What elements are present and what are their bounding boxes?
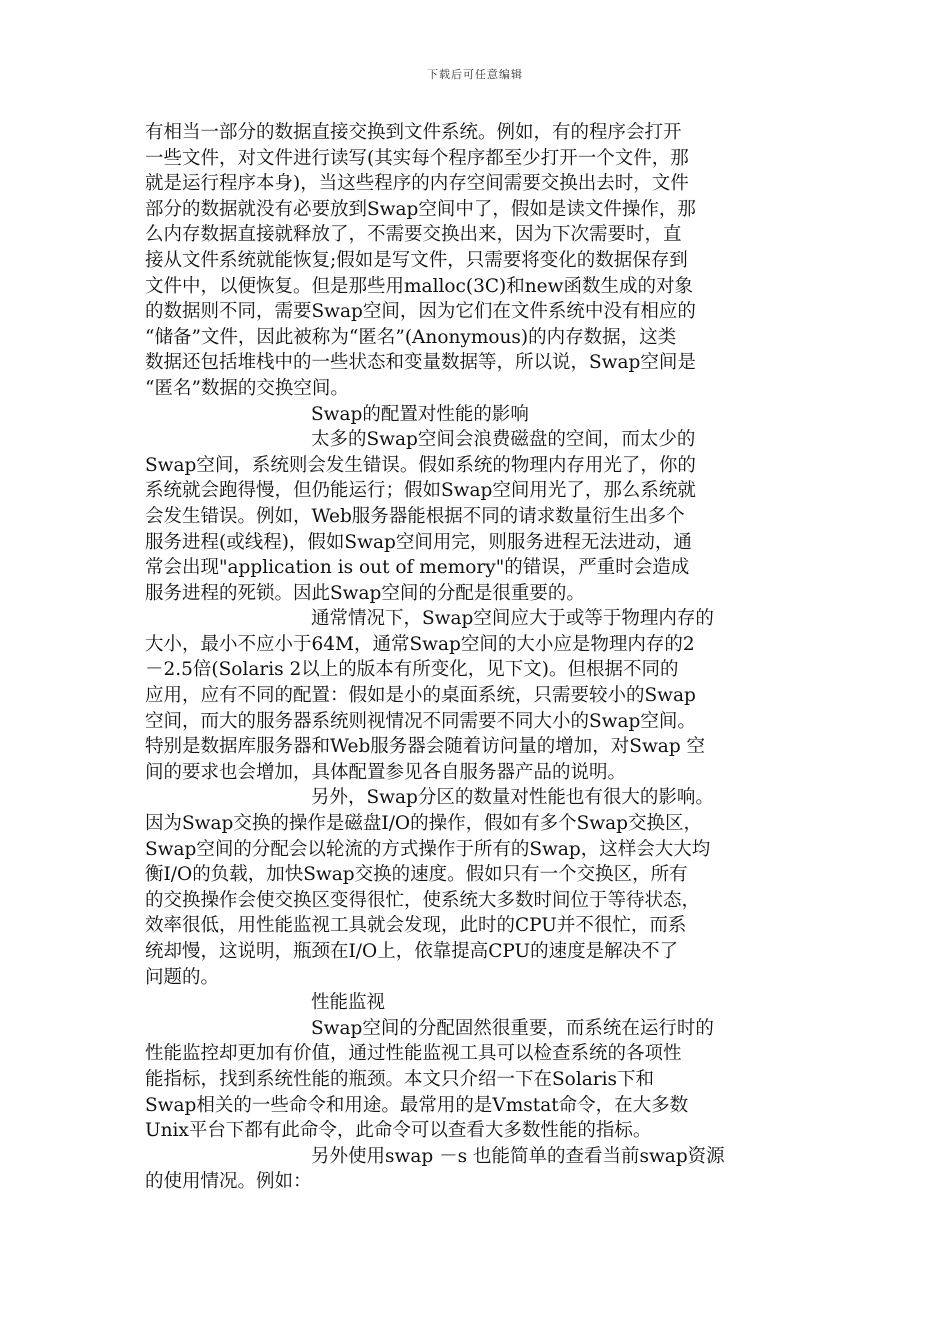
text-line: 的交换操作会使交换区变得很忙，使系统大多数时间位于等待状态， (145, 889, 701, 911)
text-line: 性能监控却更加有价值，通过性能监视工具可以检查系统的各项性 (145, 1043, 682, 1065)
text-line: 衡I/O的负载，加快Swap交换的速度。假如只有一个交换区，所有 (145, 864, 688, 886)
text-line: 么内存数据直接就释放了，不需要交换出来，因为下次需要时，直 (145, 224, 682, 246)
text-line: 的数据则不同，需要Swap空间，因为它们在文件系统中没有相应的 (145, 301, 696, 323)
text-line: 会发生错误。例如，Web服务器能根据不同的请求数量衍生出多个 (145, 505, 685, 527)
section-heading-performance-monitoring: 性能监视 (311, 992, 386, 1014)
text-line: “匿名”数据的交换空间。 (145, 377, 349, 399)
text-line: 统却慢，这说明，瓶颈在I/O上，依靠提高CPU的速度是解决不了 (145, 941, 679, 962)
text-line: 服务进程(或线程)，假如Swap空间用完，则服务进程无法进动，通 (145, 531, 692, 553)
text-line: 有相当一部分的数据直接交换到文件系统。例如，有的程序会打开 (145, 122, 682, 143)
text-line: 部分的数据就没有必要放到Swap空间中了，假如是读文件操作，那 (145, 198, 696, 220)
text-line: Unix平台下都有此命令，此命令可以查看大多数性能的指标。 (145, 1120, 652, 1142)
text-line: 因为Swap交换的操作是磁盘I/O的操作，假如有多个Swap交换区， (145, 813, 702, 835)
text-line: 文件中，以便恢复。但是那些用malloc(3C)和new函数生成的对象 (145, 275, 693, 297)
text-line: 就是运行程序本身)，当这些程序的内存空间需要交换出去时，文件 (145, 173, 689, 195)
text-line: 常会出现"application is out of memory"的错误，严重时会造成 (145, 557, 690, 579)
text-line: Swap空间，系统则会发生错误。假如系统的物理内存用光了，你的 (145, 454, 696, 476)
text-line: 服务进程的死锁。因此Swap空间的分配是很重要的。 (145, 582, 585, 604)
text-line: Swap相关的一些命令和用途。最常用的是Vmstat命令，在大多数 (145, 1094, 689, 1116)
text-line: 另外使用swap －s 也能简单的查看当前swap资源 (311, 1145, 725, 1167)
text-line: “储备”文件，因此被称为“匿名”(Anonymous)的内存数据，这类 (145, 326, 677, 348)
text-line: 一些文件，对文件进行读写(其实每个程序都至少打开一个文件，那 (145, 147, 689, 169)
text-line: 系统就会跑得慢，但仍能运行；假如Swap空间用光了，那么系统就 (145, 480, 696, 502)
text-line: Swap空间的分配固然很重要，而系统在运行时的 (311, 1017, 714, 1039)
text-line: 应用，应有不同的配置：假如是小的桌面系统，只需要较小的Swap (145, 685, 696, 707)
text-line: 数据还包括堆栈中的一些状态和变量数据等，所以说，Swap空间是 (145, 352, 696, 374)
text-line: 另外，Swap分区的数量对性能也有很大的影响。 (311, 787, 714, 809)
text-line: Swap空间的分配会以轮流的方式操作于所有的Swap，这样会大大均 (145, 838, 711, 860)
page-header: 下载后可任意编辑 (427, 68, 523, 81)
document-body (145, 120, 805, 1195)
text-line: 特别是数据库服务器和Web服务器会随着访问量的增加，对Swap 空 (145, 736, 706, 758)
text-line: 太多的Swap空间会浪费磁盘的空间，而太少的 (311, 429, 696, 451)
text-line: 大小，最小不应小于64M，通常Swap空间的大小应是物理内存的2 (145, 633, 695, 655)
text-line: 空间，而大的服务器系统则视情况不同需要不同大小的Swap空间。 (145, 710, 696, 732)
text-line: 通常情况下，Swap空间应大于或等于物理内存的 (311, 608, 714, 630)
text-line: 效率很低，用性能监视工具就会发现，此时的CPU并不很忙，而系 (145, 915, 687, 937)
text-line: 问题的。 (145, 966, 220, 988)
text-line: 的使用情况。例如： (145, 1171, 312, 1193)
text-line: 能指标，找到系统性能的瓶颈。本文只介绍一下在Solaris下和 (145, 1068, 655, 1090)
section-heading-swap-config: Swap的配置对性能的影响 (311, 403, 529, 425)
text-line: 间的要求也会增加，具体配置参见各自服务器产品的说明。 (145, 761, 627, 783)
text-line: 接从文件系统就能恢复;假如是写文件，只需要将变化的数据保存到 (145, 249, 688, 271)
text-line: －2.5倍(Solaris 2以上的版本有所变化，见下文)。但根据不同的 (145, 659, 679, 681)
